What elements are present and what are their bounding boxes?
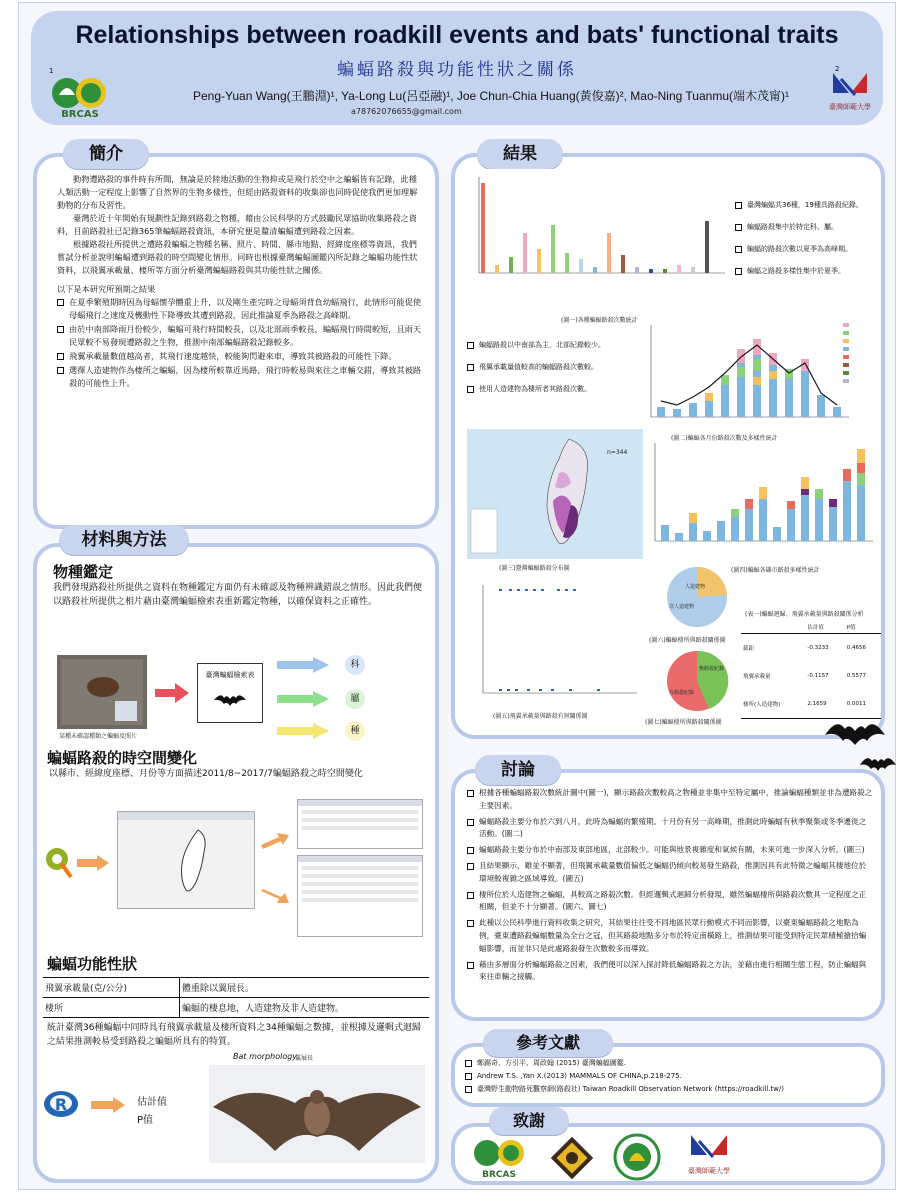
discussion-list (467, 787, 873, 985)
arrow-to-family-icon (277, 657, 329, 673)
discussion-item: 此種以公民科學進行資料收集之研究，其結果往往受不同地區民眾行動模式不同而影響，以臺東蝙蝠路殺之地點為例，臺東遭路殺蝙蝠數量為全台之冠，但其路殺地點多分布於特定南橫路上，推測結果可能受到特定民眾積極搶拾蝙蝠影響，而並非只是此處路殺發生次數較多而導致。 (467, 917, 873, 955)
bat-photo-image (57, 655, 147, 729)
flying-bat-icon (823, 717, 887, 753)
table-row (741, 662, 881, 690)
prediction-item: 飛翼承載量數值越高者，其飛行速度越快，較能夠閃避來車，導致其被路殺的可能性下降。 (57, 350, 423, 363)
university-logo-icon (683, 1131, 735, 1179)
bat-morphology-icon (209, 1073, 425, 1159)
figure5-caption: (圖五)飛翼承載量與路殺有無關係圖 (493, 713, 588, 720)
table-cell: 2.1659 (807, 701, 827, 707)
discussion-item: 根據各種蝙蝠路殺次數統計圖中(圖一)，顯示路殺次數較高之物種並非集中至特定屬中，推論蝙蝠種類並非為遭路殺之主要因素。 (467, 787, 873, 813)
university-logo-text: 臺灣師範大學 (688, 1167, 730, 1175)
table-row (43, 978, 429, 998)
qgis-logo-icon (43, 845, 73, 879)
right-arrow-icon (261, 833, 289, 851)
trait-name: 棲所 (43, 998, 180, 1018)
predictions-list (57, 296, 423, 390)
taxon-genus-badge: 屬 (345, 689, 365, 709)
morphology-label: Bat morphology (233, 1052, 298, 1061)
r-output-pvalue: P值 (137, 1115, 154, 1126)
table-cell: 棲所(人造建物) (743, 702, 781, 708)
table-row (43, 998, 429, 1018)
arrow-to-genus-icon (277, 691, 329, 707)
figure6-caption: (圖六)蝙蝠棲所與路殺關係圖 (649, 637, 726, 644)
figure7-caption: (圖七)蝙蝠棲所與路殺關係圖 (645, 719, 722, 726)
roadkill-pie-chart (665, 649, 729, 713)
affiliation-number: 1 (49, 67, 54, 75)
poster-title-chinese: 蝙蝠路殺與功能性狀之關係 (337, 60, 577, 80)
trait-description: 體重除以翼展長。 (182, 984, 255, 994)
spatiotemporal-text: 以縣市、經緯度座標、月份等方面描述2011/8~2017/7蝙蝠路殺之時空間變化 (49, 769, 363, 779)
r-logo-icon (43, 1089, 79, 1119)
taxon-species-badge: 種 (345, 721, 365, 741)
taxon-family-badge: 科 (345, 655, 365, 675)
figure2-caption: (圖二)蝙蝠各月份路殺次數及多樣性統計 (671, 435, 778, 442)
functional-traits-text: 統計臺灣36種蝙蝠中同時具有飛翼承載量及棲所資料之34種蝙蝠之數據，並根據及邏輯式迴歸之結果推測較易受到路殺之蝙蝠所具有的特質。 (47, 1023, 421, 1047)
roost-pie-label: 非人造建物 (669, 604, 695, 610)
discussion-item: 棲所位於人造建物之蝙蝠，具較高之路殺次數。但經邏輯式迴歸分析發現，雖然蝙蝠棲所與路殺次數具一定程度之正相關，但並不十分顯著。(圖六、圖七) (467, 889, 873, 915)
species-id-text: 我們發現路殺社所提供之資料在物種鑑定方面仍有未確認及物種辨識錯誤之情形。因此我們便以路殺社所提供之相片藉由臺灣蝙蝠檢索表重新鑑定物種，以確保資料之正確性。 (53, 583, 423, 607)
identification-key-label: 臺灣蝙蝠檢索表 (205, 671, 255, 679)
references-list (465, 1057, 875, 1096)
predictions-heading: 以下是本研究所預期之結果 (57, 284, 156, 294)
right-arrow-icon (261, 887, 289, 905)
result-note: 使用人造建物為棲所者其路殺次數。 (467, 383, 643, 396)
spatiotemporal-heading: 蝙蝠路殺的時空間變化 (47, 749, 198, 767)
references-heading: 參考文獻 (483, 1029, 613, 1057)
table-cell: 0.5577 (846, 673, 866, 679)
prediction-item: 由於中南部降雨月份較少，蝙蝠可飛行時間較長，以及北部雨季較長，蝙蝠飛行時間較短，且雨天民眾較不易發現遭路殺之生物，推測中南部蝙蝠路殺記錄較多。 (57, 323, 423, 349)
result-note: 蝙蝠的路殺次數以夏季為高峰期。 (735, 243, 881, 256)
table-row (741, 690, 881, 719)
discussion-item: 藉由多層面分析蝙蝠路殺之因素，我們便可以深入探討降低蝙蝠路殺之方法，並藉由進行相關生態工程，防止蝙蝠與來往車輛之接觸。 (467, 959, 873, 985)
attribute-table-screenshot (297, 855, 423, 937)
brcas-logo-icon (469, 1137, 531, 1179)
discussion-item: 蝙蝠路殺主要分布於中南部及東部地區，北部較少。可能與地景複雜度和氣候有關，未來可進一步深入分析。(圖三) (467, 844, 873, 857)
methods-heading: 材料與方法 (59, 525, 189, 555)
prediction-item: 選擇人造建物作為棲所之蝙蝠，因為棲所較靠近馬路，飛行時較易與來往之車輛交錯，導致其被路殺的可能性上升。 (57, 364, 423, 390)
table-cell: 0.0011 (846, 701, 866, 707)
prediction-item: 在夏季繁殖期時因為母蝠懷孕體重上升，以及剛生產完時之母蝠須背負幼蝠飛行，此情形可能促使母蝠飛行之速度及機動性下降導致其遭到路殺，因此推論夏季為路殺之高峰期。 (57, 296, 423, 322)
brcas-logo-text: BRCAS (61, 109, 99, 120)
table-cell: 截距 (743, 646, 755, 652)
statistics-screenshot (297, 799, 423, 849)
taiwan-map-icon (174, 828, 214, 898)
monthly-roadkill-chart (643, 319, 877, 429)
brcas-logo-text: BRCAS (482, 1170, 516, 1179)
table-header: 估計值 (807, 625, 824, 631)
result-note: 臺灣蝙蝠共36種，19種具路殺紀錄。 (735, 199, 881, 212)
affiliation-number: 2 (835, 65, 840, 73)
bat-morphology-figure (209, 1052, 425, 1163)
author-list: Peng-Yuan Wang(王鵬淵)¹, Ya-Long Lu(呂亞融)¹, Joe Chun-Chia Huang(黃俊嘉)², Mao-Ning Tuanmu(端木茂甯)¹ (193, 89, 789, 103)
intro-paragraph: 動物遭路殺的事件時有所聞，無論是於陸地活動的生物抑或是飛行於空中之蝙蝠皆有記錄，此種人類活動一定程度上影響了自然界的生物多樣性，但經由路殺資料的收集卻也同時促使我們更加理解動物的分布及習性。 (57, 174, 418, 210)
svg-text:R: R (54, 1095, 68, 1114)
results-heading: 結果 (477, 139, 563, 169)
roadkill-pie-label: 有路殺紀錄 (669, 690, 695, 696)
r-output-estimate: 估計值 (137, 1097, 167, 1108)
author-email: a78762076655@gmail.com (351, 107, 462, 116)
species-roadkill-chart (459, 169, 729, 309)
reference-item: 臺灣野生動物路死觀察網(路殺社) Taiwan Roadkill Observation Network (https://roadkill.tw/) (465, 1083, 875, 1095)
reference-item: Andrew T.S. ,Yan X.(2013) MAMMALS OF CHINA,p.218-275. (465, 1070, 875, 1082)
roadkill-network-logo-icon (549, 1135, 595, 1181)
morphology-sublabel: 翼展長 (295, 1055, 314, 1062)
header-banner (31, 11, 883, 125)
table-cell: -0.3233 (807, 645, 829, 651)
table-cell: 0.4656 (846, 645, 866, 651)
roost-pie-label: 人造建物 (685, 584, 706, 590)
brcas-logo-icon (47, 75, 113, 121)
roadkill-distribution-map (467, 429, 643, 559)
bat-silhouette-icon (212, 690, 248, 714)
poster-title: Relationships between roadkill events and bats' functional traits (75, 21, 839, 49)
figure1-notes (735, 199, 881, 279)
result-note: 蝙蝠路殺集中於特定科、屬。 (735, 221, 881, 234)
table-header: P值 (846, 625, 856, 631)
wing-loading-scatter (469, 581, 641, 707)
table-row (741, 634, 881, 663)
gis-software-screenshot (117, 811, 255, 909)
reference-item: 鄭錫奇、方引平、周政翰 (2015) 臺灣蝙蝠圖鑑. (465, 1057, 875, 1069)
roost-pie-chart (665, 565, 729, 629)
species-id-heading: 物種鑑定 (53, 563, 114, 581)
regression-table (741, 621, 881, 719)
result-note: 蝙蝠之路殺多樣性集中於夏季。 (735, 265, 881, 278)
figure2-notes (467, 339, 643, 397)
roadkill-pie-label: 無路殺紀錄 (699, 666, 725, 672)
poster (18, 2, 896, 1190)
university-logo-icon (825, 69, 875, 115)
functional-traits-heading: 蝙蝠功能性狀 (47, 955, 138, 973)
arrow-to-species-icon (277, 723, 329, 739)
wildlife-society-logo-icon (613, 1133, 661, 1181)
trait-name: 飛翼承載量(克/公分) (43, 978, 180, 998)
table1-title: (表一)蝙蝠迴歸、飛翼承載量與路殺關係分析 (745, 611, 864, 618)
discussion-heading: 討論 (475, 755, 561, 785)
table-cell: -0.1157 (807, 673, 829, 679)
table-cell: 飛翼承載量 (743, 674, 771, 680)
intro-text (57, 173, 423, 391)
identification-key-box (197, 663, 263, 723)
result-note: 蝙蝠路殺以中南部為主，北部紀錄較少。 (467, 339, 643, 352)
right-arrow-icon (77, 855, 109, 871)
county-roadkill-chart (649, 439, 877, 561)
intro-paragraph: 根據路殺社所提供之遭路殺蝙蝠之物種名稱、照片、時間、縣市地點、經緯度座標等資訊，我們嘗試分析並說明蝙蝠遭到路殺的時空間變化情形。同時也根據臺灣蝙蝠圖鑑內所記錄之蝙蝠功能性狀資料，以飛翼承載量、棲所等方面分析臺灣蝙蝠路殺與其功能性狀之關係。 (57, 239, 418, 275)
discussion-item: 且結果顯示，雖並不顯著，但飛翼承載量數值偏低之蝙蝠仍傾向較易發生路殺，推測因具有此特徵之蝙蝠其棲地位於環境較複雜之區域導致。(圖五) (467, 860, 873, 886)
table-header (741, 621, 805, 634)
figure1-caption: (圖一)各種蝙蝠路殺次數統計 (561, 317, 638, 324)
figure4-caption: (圖四)蝙蝠各縣市路殺多樣性統計 (731, 567, 820, 574)
intro-paragraph: 臺灣於近十年開始有規劃性記錄到路殺之物種，藉由公民科學的方式鼓勵民眾協助收集路殺之資料，目前路殺社已記錄365筆蝙蝠路殺資訊，本研究便是釐清蝙蝠遭到路殺之因素。 (57, 213, 417, 236)
table-header-row (741, 621, 881, 634)
bat-photo-caption: 某種未確認種類之蝙蝠及照片 (59, 733, 138, 740)
result-note: 飛翼承載量值較高的蝙蝠路殺次數較。 (467, 361, 643, 374)
trait-description: 蝙蝠的棲息地，人造建物及非人造建物。 (182, 1004, 345, 1014)
discussion-item: 蝙蝠路殺主要分布於六到八月，此時為蝙蝠的繁殖期。十月份有另一高峰期，推測此時蝙蝠有秋季聚集或冬季遷徙之活動。(圖二) (467, 816, 873, 842)
figure3-caption: (圖三)臺灣蝙蝠路殺分布圖 (499, 565, 570, 572)
right-arrow-icon (91, 1097, 125, 1113)
right-arrow-icon (155, 683, 189, 703)
traits-table (43, 977, 429, 1018)
university-logo-text: 臺灣師範大學 (829, 103, 871, 111)
map-sample-size: n=344 (607, 449, 628, 456)
acknowledgements-heading: 致謝 (489, 1107, 569, 1135)
intro-heading: 簡介 (63, 139, 149, 169)
